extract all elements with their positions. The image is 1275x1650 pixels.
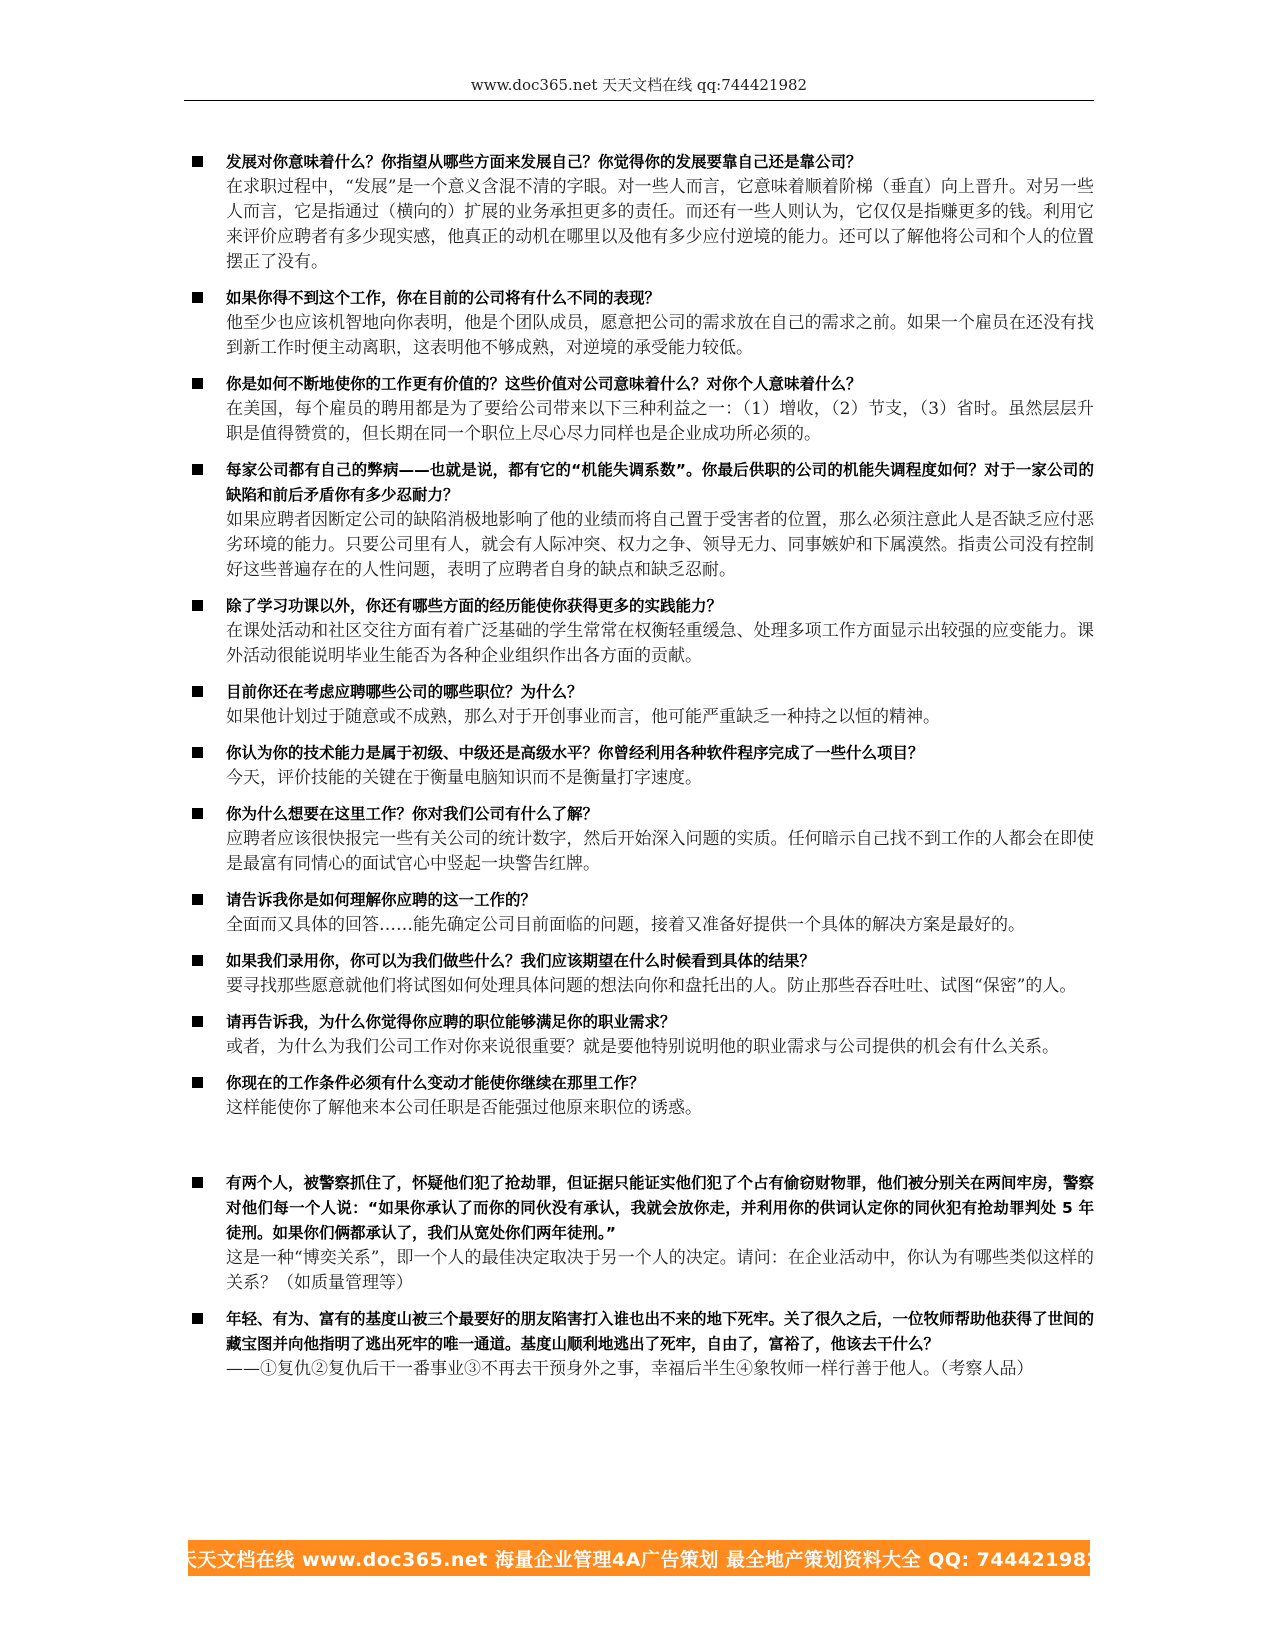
header-rule — [184, 100, 1094, 101]
question: 你为什么想要在这里工作？你对我们公司有什么了解？ — [226, 805, 599, 823]
square-bullet-icon — [192, 686, 203, 697]
question: 有两个人，被警察抓住了，怀疑他们犯了抢劫罪，但证据只能证实他们犯了个占有偷窃财物罪，他们被分别关在两间牢房，警察对他们每一个人说：“如果你承认了而你的同伙没有承认，我就会放你走，并利用你的供词认定你的同伙犯有抢劫罪判处 5 年徒刑。如果你们俩都承认了，我们从宽处你们两年徒刑。” — [226, 1174, 1095, 1242]
question: 发展对你意味着什么？你指望从哪些方面来发展自己？你觉得你的发展要靠自己还是靠公司？ — [226, 153, 862, 171]
answer: 在美国，每个雇员的聘用都是为了要给公司带来以下三种利益之一：（1）增收，（2）节支，（3）省时。虽然层层升职是值得赞赏的，但长期在同一个职位上尽心尽力同样也是企业成功所必须的。 — [226, 399, 1094, 444]
square-bullet-icon — [192, 600, 203, 611]
square-bullet-icon — [192, 955, 203, 966]
square-bullet-icon — [192, 378, 203, 389]
answer: ——①复仇②复仇后干一番事业③不再去干预身外之事，幸福后半生④象牧师一样行善于他人。（考察人品） — [226, 1359, 1034, 1379]
question: 每家公司都有自己的弊病——也就是说，都有它的“机能失调系数”。你最后供职的公司的机能失调程度如何？对于一家公司的缺陷和前后矛盾你有多少忍耐力？ — [226, 461, 1094, 504]
square-bullet-icon — [192, 1313, 203, 1324]
answer: 他至少也应该机智地向你表明，他是个团队成员，愿意把公司的需求放在自己的需求之前。如果一个雇员在还没有找到新工作时便主动离职，这表明他不够成熟，对逆境的承受能力较低。 — [226, 313, 1094, 358]
question: 你现在的工作条件必须有什么变动才能使你继续在那里工作？ — [226, 1074, 645, 1092]
answer: 应聘者应该很快报完一些有关公司的统计数字，然后开始深入问题的实质。任何暗示自己找不到工作的人都会在即使是最富有同情心的面试官心中竖起一块警告红牌。 — [226, 829, 1094, 874]
list-item — [184, 594, 1094, 669]
list-item — [184, 741, 1094, 791]
answer: 在课处活动和社区交往方面有着广泛基础的学生常常在权衡轻重缓急、处理多项工作方面显示出较强的应变能力。课外活动很能说明毕业生能否为各种企业组织作出各方面的贡献。 — [226, 621, 1094, 666]
list-item — [184, 150, 1094, 275]
list-item — [184, 1010, 1094, 1060]
list-item — [184, 1307, 1094, 1382]
answer: 如果应聘者因断定公司的缺陷消极地影响了他的业绩而将自己置于受害者的位置，那么必须注意此人是否缺乏应付恶劣环境的能力。只要公司里有人，就会有人际冲突、权力之争、领导无力、同事嫉妒和下属漠然。指责公司没有控制好这些普遍存在的人性问题，表明了应聘者自身的缺点和缺乏忍耐。 — [226, 510, 1094, 580]
question: 目前你还在考虑应聘哪些公司的哪些职位？为什么？ — [226, 683, 583, 701]
square-bullet-icon — [192, 156, 203, 167]
question: 如果我们录用你，你可以为我们做些什么？我们应该期望在什么时候看到具体的结果？ — [226, 952, 816, 970]
question: 除了学习功课以外，你还有哪些方面的经历能使你获得更多的实践能力？ — [226, 597, 723, 615]
square-bullet-icon — [192, 464, 203, 475]
square-bullet-icon — [192, 292, 203, 303]
list-item — [184, 1171, 1094, 1296]
list-item — [184, 372, 1094, 447]
answer: 今天，评价技能的关键在于衡量电脑知识而不是衡量打字速度。 — [226, 768, 702, 788]
question: 请告诉我你是如何理解你应聘的这一工作的？ — [226, 891, 537, 909]
square-bullet-icon — [192, 894, 203, 905]
answer: 这是一种“博奕关系”，即一个人的最佳决定取决于另一个人的决定。请问：在企业活动中，你认为有哪些类似这样的关系？（如质量管理等） — [226, 1248, 1094, 1293]
question: 请再告诉我，为什么你觉得你应聘的职位能够满足你的职业需求？ — [226, 1013, 676, 1031]
answer: 在求职过程中，“发展”是一个意义含混不清的字眼。对一些人而言，它意味着顺着阶梯（垂直）向上晋升。对另一些人而言，它是指通过（横向的）扩展的业务承担更多的责任。而还有一些人则认为，它仅仅是指赚更多的钱。利用它来评价应聘者有多少现实感，他真正的动机在哪里以及他有多少应付逆境的能力。还可以了解他将公司和个人的位置摆正了没有。 — [226, 177, 1094, 272]
question: 你认为你的技术能力是属于初级、中级还是高级水平？你曾经利用各种软件程序完成了一些什么项目？ — [226, 744, 924, 762]
list-item — [184, 1071, 1094, 1121]
question: 你是如何不断地使你的工作更有价值的？这些价值对公司意味着什么？对你个人意味着什么？ — [226, 375, 862, 393]
list-item — [184, 458, 1094, 583]
list-item — [184, 949, 1094, 999]
answer: 这样能使你了解他来本公司任职是否能强过他原来职位的诱惑。 — [226, 1098, 702, 1118]
square-bullet-icon — [192, 747, 203, 758]
document-body — [184, 150, 1094, 1393]
question: 如果你得不到这个工作，你在目前的公司将有什么不同的表现？ — [226, 289, 661, 307]
list-item — [184, 802, 1094, 877]
answer: 如果他计划过于随意或不成熟，那么对于开创事业而言，他可能严重缺乏一种持之以恒的精神。 — [226, 707, 940, 727]
answer: 或者，为什么为我们公司工作对你来说很重要？就是要他特别说明他的职业需求与公司提供的机会有什么关系。 — [226, 1037, 1059, 1057]
square-bullet-icon — [192, 808, 203, 819]
page-header: www.doc365.net 天天文档在线 qq:744421982 — [470, 76, 808, 94]
list-item — [184, 680, 1094, 730]
answer: 要寻找那些愿意就他们将试图如何处理具体问题的想法向你和盘托出的人。防止那些吞吞吐吐、试图“保密”的人。 — [226, 976, 1077, 996]
footer-banner: 天天文档在线 www.doc365.net 海量企业管理4A广告策划 最全地产策划资料大全 QQ: 744421982 — [188, 1540, 1090, 1576]
square-bullet-icon — [192, 1016, 203, 1027]
square-bullet-icon — [192, 1077, 203, 1088]
list-item — [184, 888, 1094, 938]
question: 年轻、有为、富有的基度山被三个最要好的朋友陷害打入谁也出不来的地下死牢。关了很久之后，一位牧师帮助他获得了世间的藏宝图并向他指明了逃出死牢的唯一通道。基度山顺利地逃出了死牢，自由了，富裕了，他该去干什么？ — [226, 1310, 1095, 1353]
answer: 全面而又具体的回答……能先确定公司目前面临的问题，接着又准备好提供一个具体的解决方案是最好的。 — [226, 915, 1025, 935]
square-bullet-icon — [192, 1177, 203, 1188]
list-item — [184, 286, 1094, 361]
